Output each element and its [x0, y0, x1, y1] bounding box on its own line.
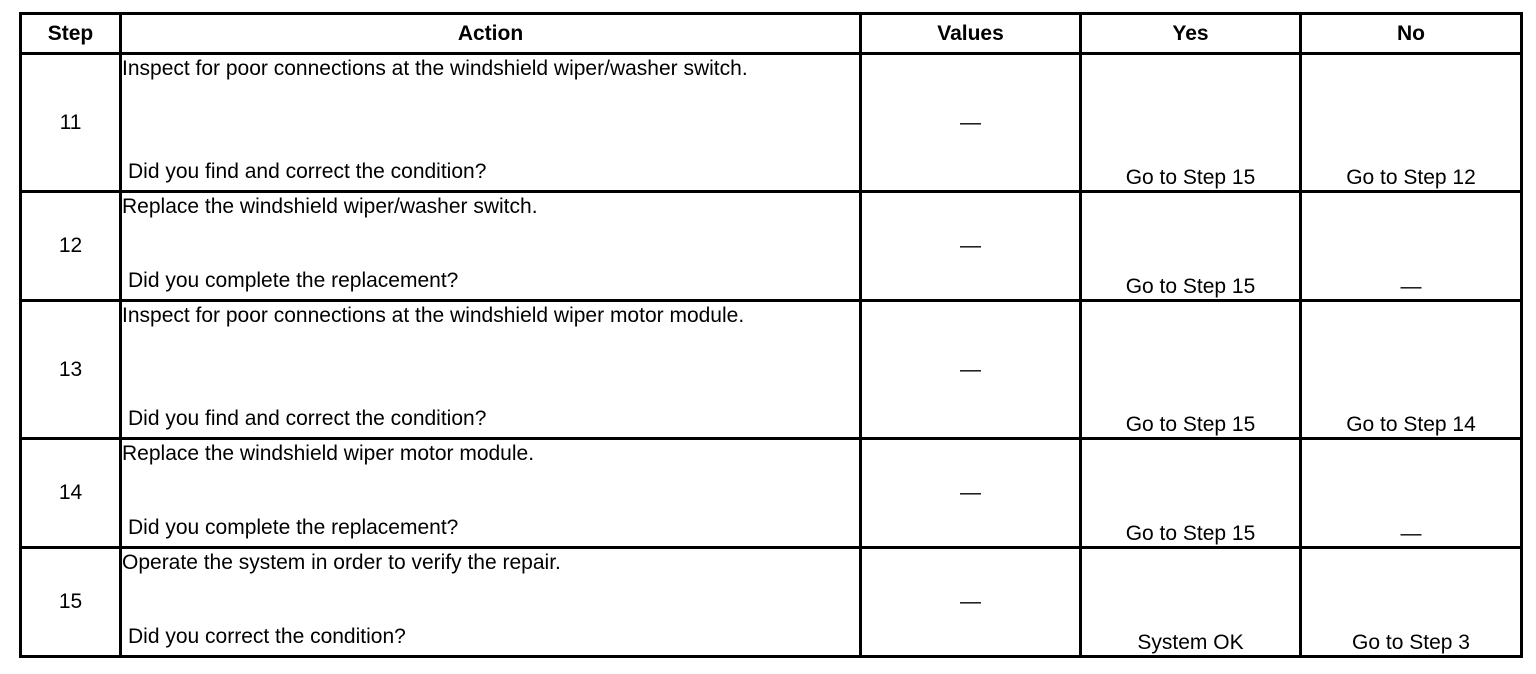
step-number: 13	[21, 301, 121, 439]
no-cell: Go to Step 12	[1301, 54, 1522, 192]
step-number: 11	[21, 54, 121, 192]
step-number: 15	[21, 548, 121, 657]
yes-cell: Go to Step 15	[1081, 192, 1301, 301]
header-row	[21, 14, 1522, 54]
header-step: Step	[21, 14, 121, 54]
yes-cell: System OK	[1081, 548, 1301, 657]
values-cell: —	[861, 301, 1081, 439]
yes-cell: Go to Step 15	[1081, 54, 1301, 192]
action-cell	[121, 301, 861, 439]
action-instruction: Inspect for poor connections at the windshield wiper/washer switch.	[122, 57, 748, 80]
action-instruction: Replace the windshield wiper motor module.	[122, 442, 535, 465]
no-cell: —	[1301, 439, 1522, 548]
action-instruction: Inspect for poor connections at the windshield wiper motor module.	[122, 304, 745, 327]
values-cell: —	[861, 192, 1081, 301]
table-row	[21, 548, 1522, 657]
header-values: Values	[861, 14, 1081, 54]
table-row	[21, 192, 1522, 301]
step-number: 14	[21, 439, 121, 548]
action-question: Did you complete the replacement?	[128, 269, 459, 292]
no-cell: Go to Step 14	[1301, 301, 1522, 439]
no-cell: —	[1301, 192, 1522, 301]
action-cell	[121, 548, 861, 657]
yes-cell: Go to Step 15	[1081, 439, 1301, 548]
yes-cell: Go to Step 15	[1081, 301, 1301, 439]
no-cell: Go to Step 3	[1301, 548, 1522, 657]
values-cell: —	[861, 548, 1081, 657]
header-yes: Yes	[1081, 14, 1301, 54]
action-cell	[121, 192, 861, 301]
values-cell: —	[861, 54, 1081, 192]
action-question: Did you find and correct the condition?	[128, 407, 487, 430]
table-row	[21, 301, 1522, 439]
action-question: Did you complete the replacement?	[128, 516, 459, 539]
values-cell: —	[861, 439, 1081, 548]
action-question: Did you correct the condition?	[128, 625, 406, 648]
action-question: Did you find and correct the condition?	[128, 160, 487, 183]
table-row	[21, 54, 1522, 192]
diagnostic-table	[19, 12, 1523, 658]
action-cell	[121, 439, 861, 548]
action-instruction: Replace the windshield wiper/washer switch.	[122, 195, 538, 218]
step-number: 12	[21, 192, 121, 301]
action-cell	[121, 54, 861, 192]
header-action: Action	[121, 14, 861, 54]
action-instruction: Operate the system in order to verify the repair.	[122, 551, 561, 574]
table-row	[21, 439, 1522, 548]
header-no: No	[1301, 14, 1522, 54]
